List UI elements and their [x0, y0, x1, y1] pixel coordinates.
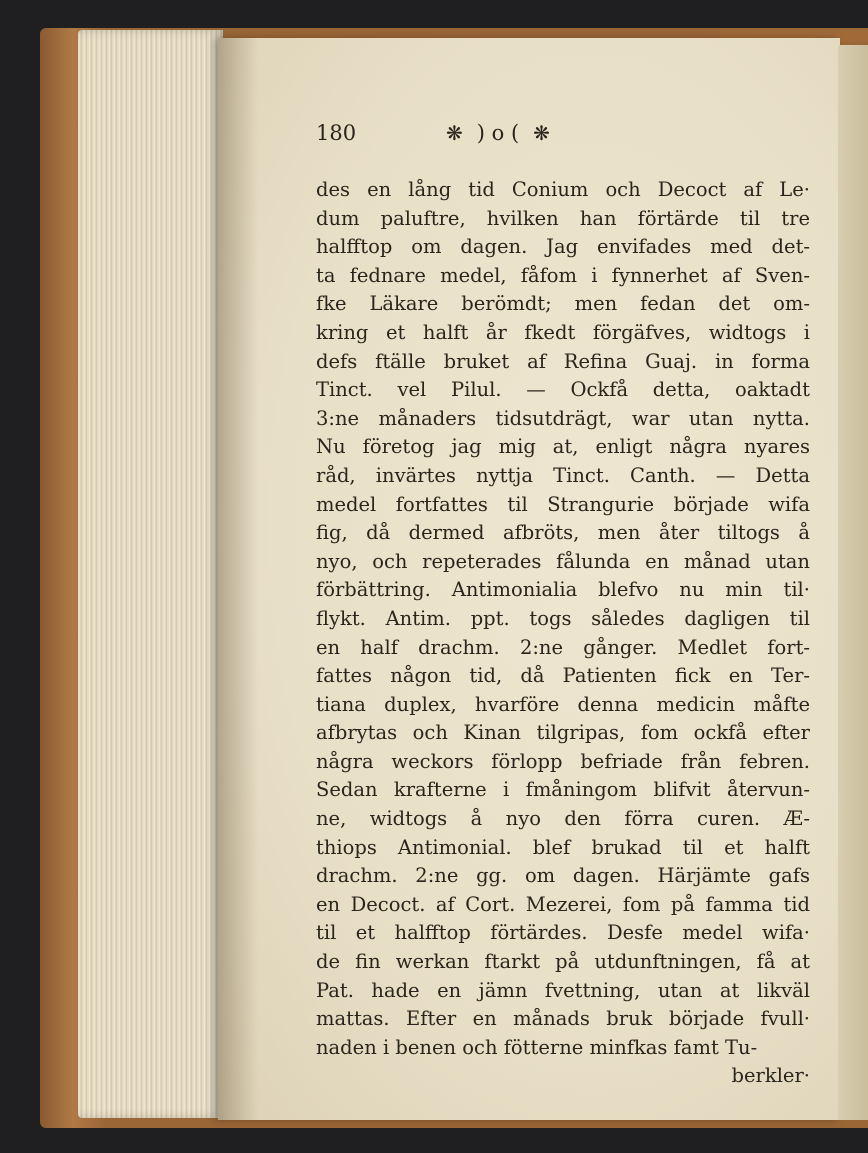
text-line: fig, då dermed afbröts, men åter tiltogs å [316, 521, 810, 545]
rosette-left-icon: ❋ [446, 121, 463, 145]
text-line: några weckors förlopp befriade från febren. [316, 749, 810, 773]
page-edge-right [838, 45, 868, 1120]
text-line: tiana duplex, hvarföre denna medicin måfte [316, 692, 810, 716]
text-line: nyo, och repeterades fålunda en månad utan [316, 549, 810, 573]
catchword: berkler· [731, 1064, 810, 1088]
text-line: til et halfftop förtärdes. Desfe medel wifa· [316, 921, 810, 945]
text-line: dum paluftre, hvilken han förtärde til tre [316, 206, 810, 230]
text-line: förbättring. Antimonialia blefvo nu min til· [316, 578, 810, 602]
text-line: defs ftälle bruket af Refina Guaj. in forma [316, 349, 810, 373]
text-line: en half drachm. 2:ne gånger. Medlet fort- [316, 635, 810, 659]
text-line: thiops Antimonial. blef brukad til et halft [316, 835, 810, 859]
text-line: 3:ne månaders tidsutdrägt, war utan nytta. [316, 406, 810, 430]
text-line: medel fortfattes til Strangurie började wifa [316, 492, 810, 516]
page-text-block [316, 120, 810, 1090]
text-line: fattes någon tid, då Patienten fick en Ter- [316, 664, 810, 688]
text-line: des en lång tid Conium och Decoct af Le· [316, 178, 810, 201]
text-line: ta fednare medel, fåfom i fynnerhet af Sven- [316, 263, 810, 287]
text-line: råd, invärtes nyttja Tinct. Canth. — Detta [316, 463, 810, 487]
page-number: 180 [316, 121, 357, 145]
text-line: naden i benen och fötterne minfkas famt Tu- [316, 1035, 758, 1059]
text-line: afbrytas och Kinan tilgripas, fom ockfå efter [316, 721, 810, 745]
text-line: Pat. hade en jämn fvettning, utan at likväl [316, 978, 810, 1002]
rosette-right-icon: ❋ [533, 121, 550, 145]
page-stack-left [78, 30, 223, 1118]
text-line: en Decoct. af Cort. Mezerei, fom på famma tid [316, 892, 810, 916]
header-ornament [446, 121, 550, 145]
ornament-middle: ) o ( [476, 121, 520, 145]
running-header [316, 120, 810, 146]
text-line: fke Läkare berömdt; men fedan det om- [316, 292, 810, 316]
text-line: de fin werkan ftarkt på utdunftningen, få at [316, 950, 810, 974]
text-line: Tinct. vel Pilul. — Ockfå detta, oaktadt [316, 378, 810, 402]
text-line: mattas. Efter en månads bruk började fvull· [316, 1007, 810, 1031]
body-text [316, 176, 810, 1062]
text-line: Nu företog jag mig at, enligt några nyares [316, 435, 810, 459]
text-line: kring et halft år fkedt förgäfves, widtogs i [316, 320, 810, 344]
text-line: flykt. Antim. ppt. togs således dagligen til [316, 606, 810, 630]
spine-shadow [218, 38, 258, 1120]
text-line: ne, widtogs å nyo den förra curen. Æ- [316, 807, 810, 831]
text-line: halfftop om dagen. Jag envifades med det- [316, 235, 810, 259]
text-line: Sedan krafterne i fmåningom blifvit återvun- [316, 778, 810, 802]
text-line: drachm. 2:ne gg. om dagen. Härjämte gafs [316, 864, 810, 888]
